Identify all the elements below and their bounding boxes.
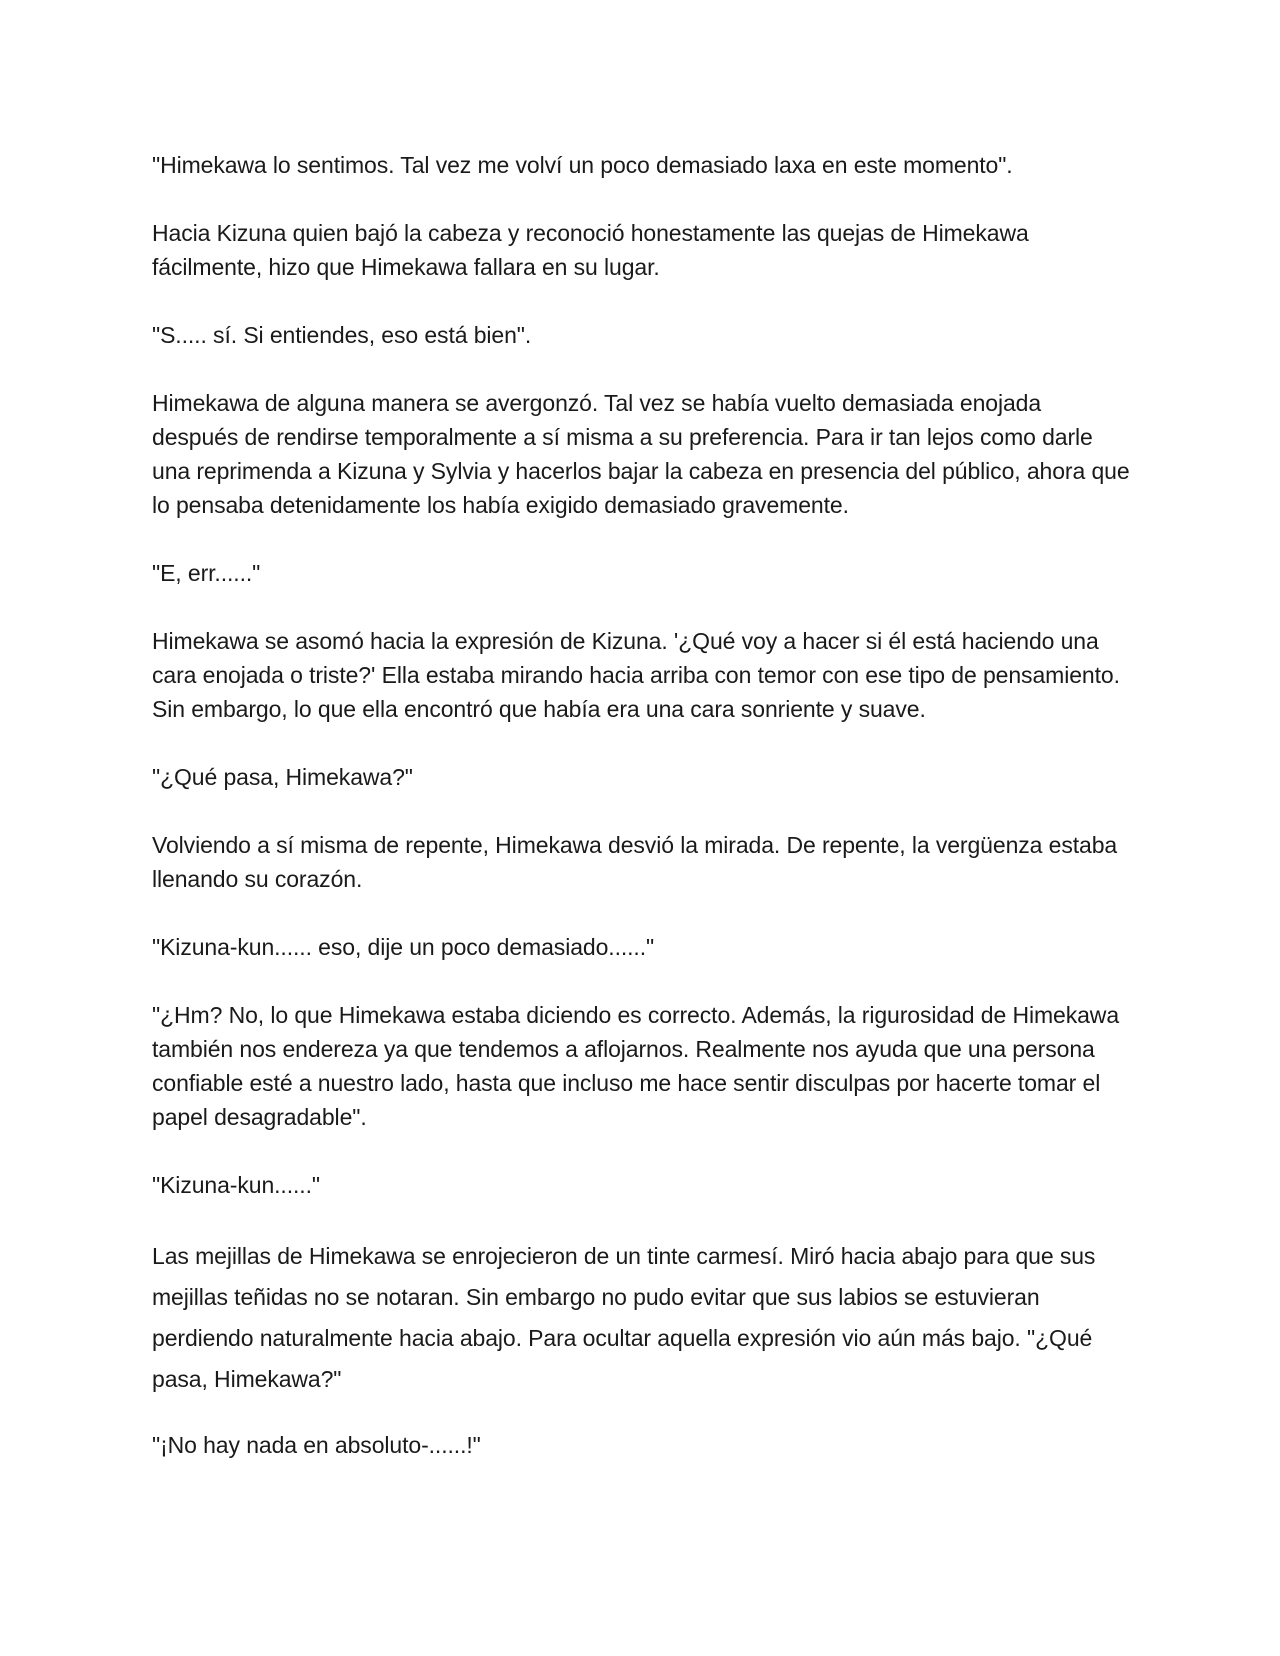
paragraph-13: "¡No hay nada en absoluto-......!" bbox=[152, 1432, 481, 1458]
paragraph-9: "Kizuna-kun...... eso, dije un poco demasiado......" bbox=[152, 934, 655, 960]
paragraph-4: Himekawa de alguna manera se avergonzó. Tal vez se había vuelto demasiada enojada después de rendirse temporalmente a sí misma a su preferencia. Para ir tan lejos como darle una reprimenda a Kizuna y Sylvia y hacerlos bajar la cabeza en presencia del público, ahora que lo pensaba detenidamente los había exigido demasiado gravemente. bbox=[152, 390, 1130, 518]
paragraph-1: "Himekawa lo sentimos. Tal vez me volví un poco demasiado laxa en este momento". bbox=[152, 152, 1013, 178]
paragraph-10: "¿Hm? No, lo que Himekawa estaba diciendo es correcto. Además, la rigurosidad de Himekawa también nos endereza ya que tendemos a aflojarnos. Realmente nos ayuda que una persona confiable esté a nuestro lado, hasta que incluso me hace sentir disculpas por hacerte tomar el papel desagradable". bbox=[152, 1002, 1120, 1130]
paragraph-2: Hacia Kizuna quien bajó la cabeza y reconoció honestamente las quejas de Himekawa fácilmente, hizo que Himekawa fallara en su lugar. bbox=[152, 220, 1029, 280]
paragraph-11: "Kizuna-kun......" bbox=[152, 1172, 320, 1198]
paragraph-6: Himekawa se asomó hacia la expresión de Kizuna. '¿Qué voy a hacer si él está haciendo una cara enojada o triste?' Ella estaba mirando hacia arriba con temor con ese tipo de pensamiento. Sin embargo, lo que ella encontró que había era una cara sonriente y suave. bbox=[152, 628, 1120, 722]
paragraph-8: Volviendo a sí misma de repente, Himekawa desvió la mirada. De repente, la vergüenza estaba llenando su corazón. bbox=[152, 832, 1118, 892]
document-body bbox=[152, 148, 1132, 1462]
paragraph-5: "E, err......" bbox=[152, 560, 261, 586]
paragraph-12: Las mejillas de Himekawa se enrojecieron de un tinte carmesí. Miró hacia abajo para que sus mejillas teñidas no se notaran. Sin embargo no pudo evitar que sus labios se estuvieran perdiendo naturalmente hacia abajo. Para ocultar aquella expresión vio aún más bajo. "¿Qué pasa, Himekawa?" bbox=[152, 1243, 1096, 1392]
paragraph-3: "S..... sí. Si entiendes, eso está bien". bbox=[152, 322, 532, 348]
paragraph-7: "¿Qué pasa, Himekawa?" bbox=[152, 764, 413, 790]
